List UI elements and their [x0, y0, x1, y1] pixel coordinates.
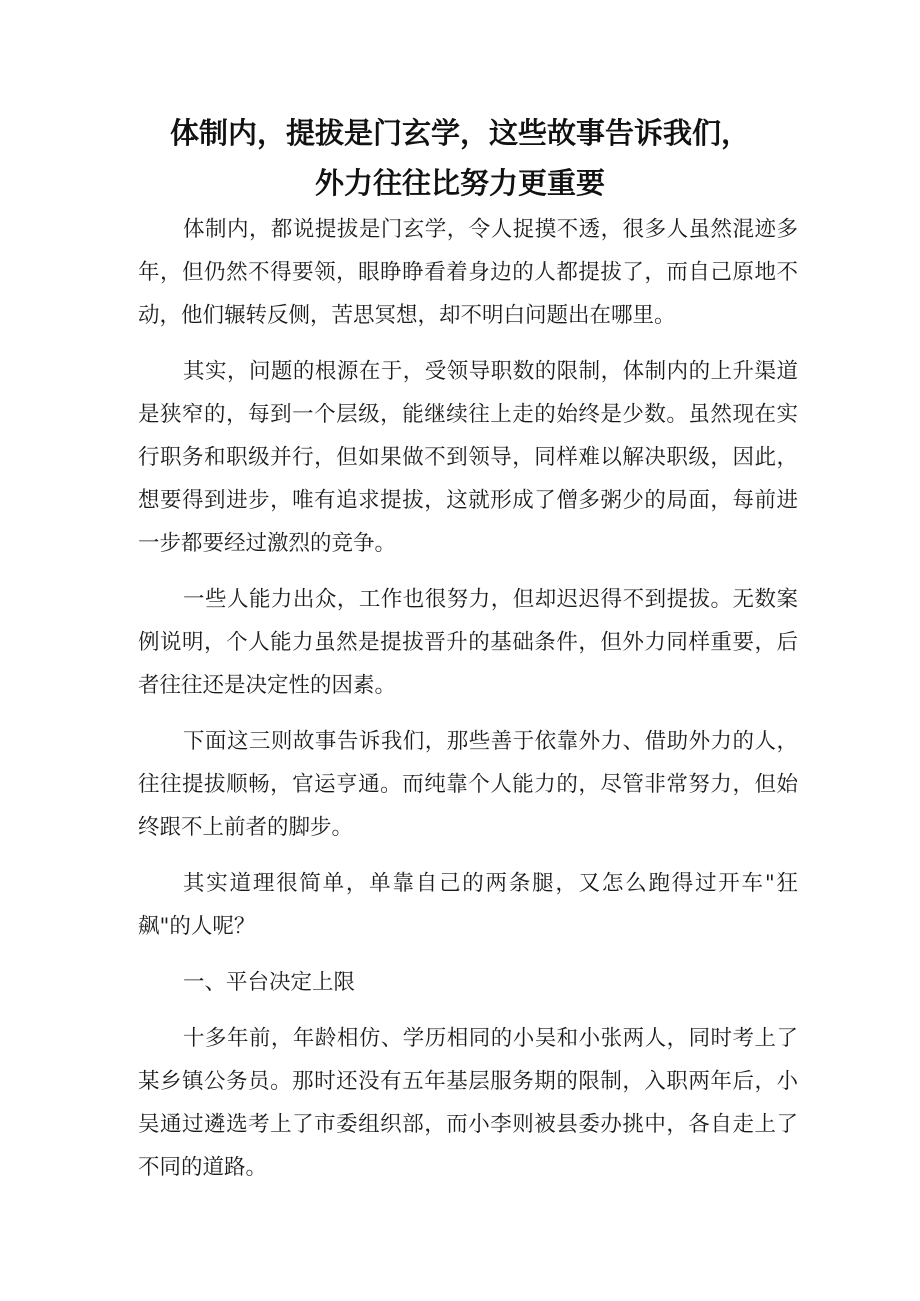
paragraph-three-stories: 下面这三则故事告诉我们，那些善于依靠外力、借助外力的人，往往提拔顺畅，官运亨通。而纯靠个人能力的，尽管非常努力，但始终跟不上前者的脚步。: [138, 729, 798, 840]
section-heading-platform: 一、平台决定上限: [183, 970, 356, 995]
title-line-1: 体制内，提拔是门玄学，这些故事告诉我们，: [169, 116, 750, 150]
paragraph-story-one: 十多年前，年龄相仿、学历相同的小吴和小张两人，同时考上了某乡镇公务员。那时还没有五年基层服务期的限制，入职两年后，小吴通过遴选考上了市委组织部，而小李则被县委办挑中，各自走上了不同的道路。: [138, 1026, 798, 1180]
document-title: [100, 108, 820, 208]
document-body: [138, 208, 798, 1202]
paragraph-root-cause: 其实，问题的根源在于，受领导职数的限制，体制内的上升渠道是狭窄的，每到一个层级，能继续往上走的始终是少数。虽然现在实行职务和职级并行，但如果做不到领导，同样难以解决职级，因此，想要得到进步，唯有追求提拔，这就形成了僧多粥少的局面，每前进一步都要经过激烈的竞争。: [138, 359, 798, 556]
paragraph-intro: 体制内，都说提拔是门玄学，令人捉摸不透，很多人虽然混迹多年，但仍然不得要领，眼睁睁看着身边的人都提拔了，而自己原地不动，他们辗转反侧，苦思冥想，却不明白问题出在哪里。: [138, 217, 798, 328]
paragraph-analogy: 其实道理很简单，单靠自己的两条腿，又怎么跑得过开车"狂飙"的人呢？: [138, 871, 798, 939]
title-line-2: 外力往往比努力更重要: [314, 166, 605, 200]
paragraph-ability: 一些人能力出众，工作也很努力，但却迟迟得不到提拔。无数案例说明，个人能力虽然是提拔晋升的基础条件，但外力同样重要，后者往往还是决定性的因素。: [138, 587, 798, 698]
